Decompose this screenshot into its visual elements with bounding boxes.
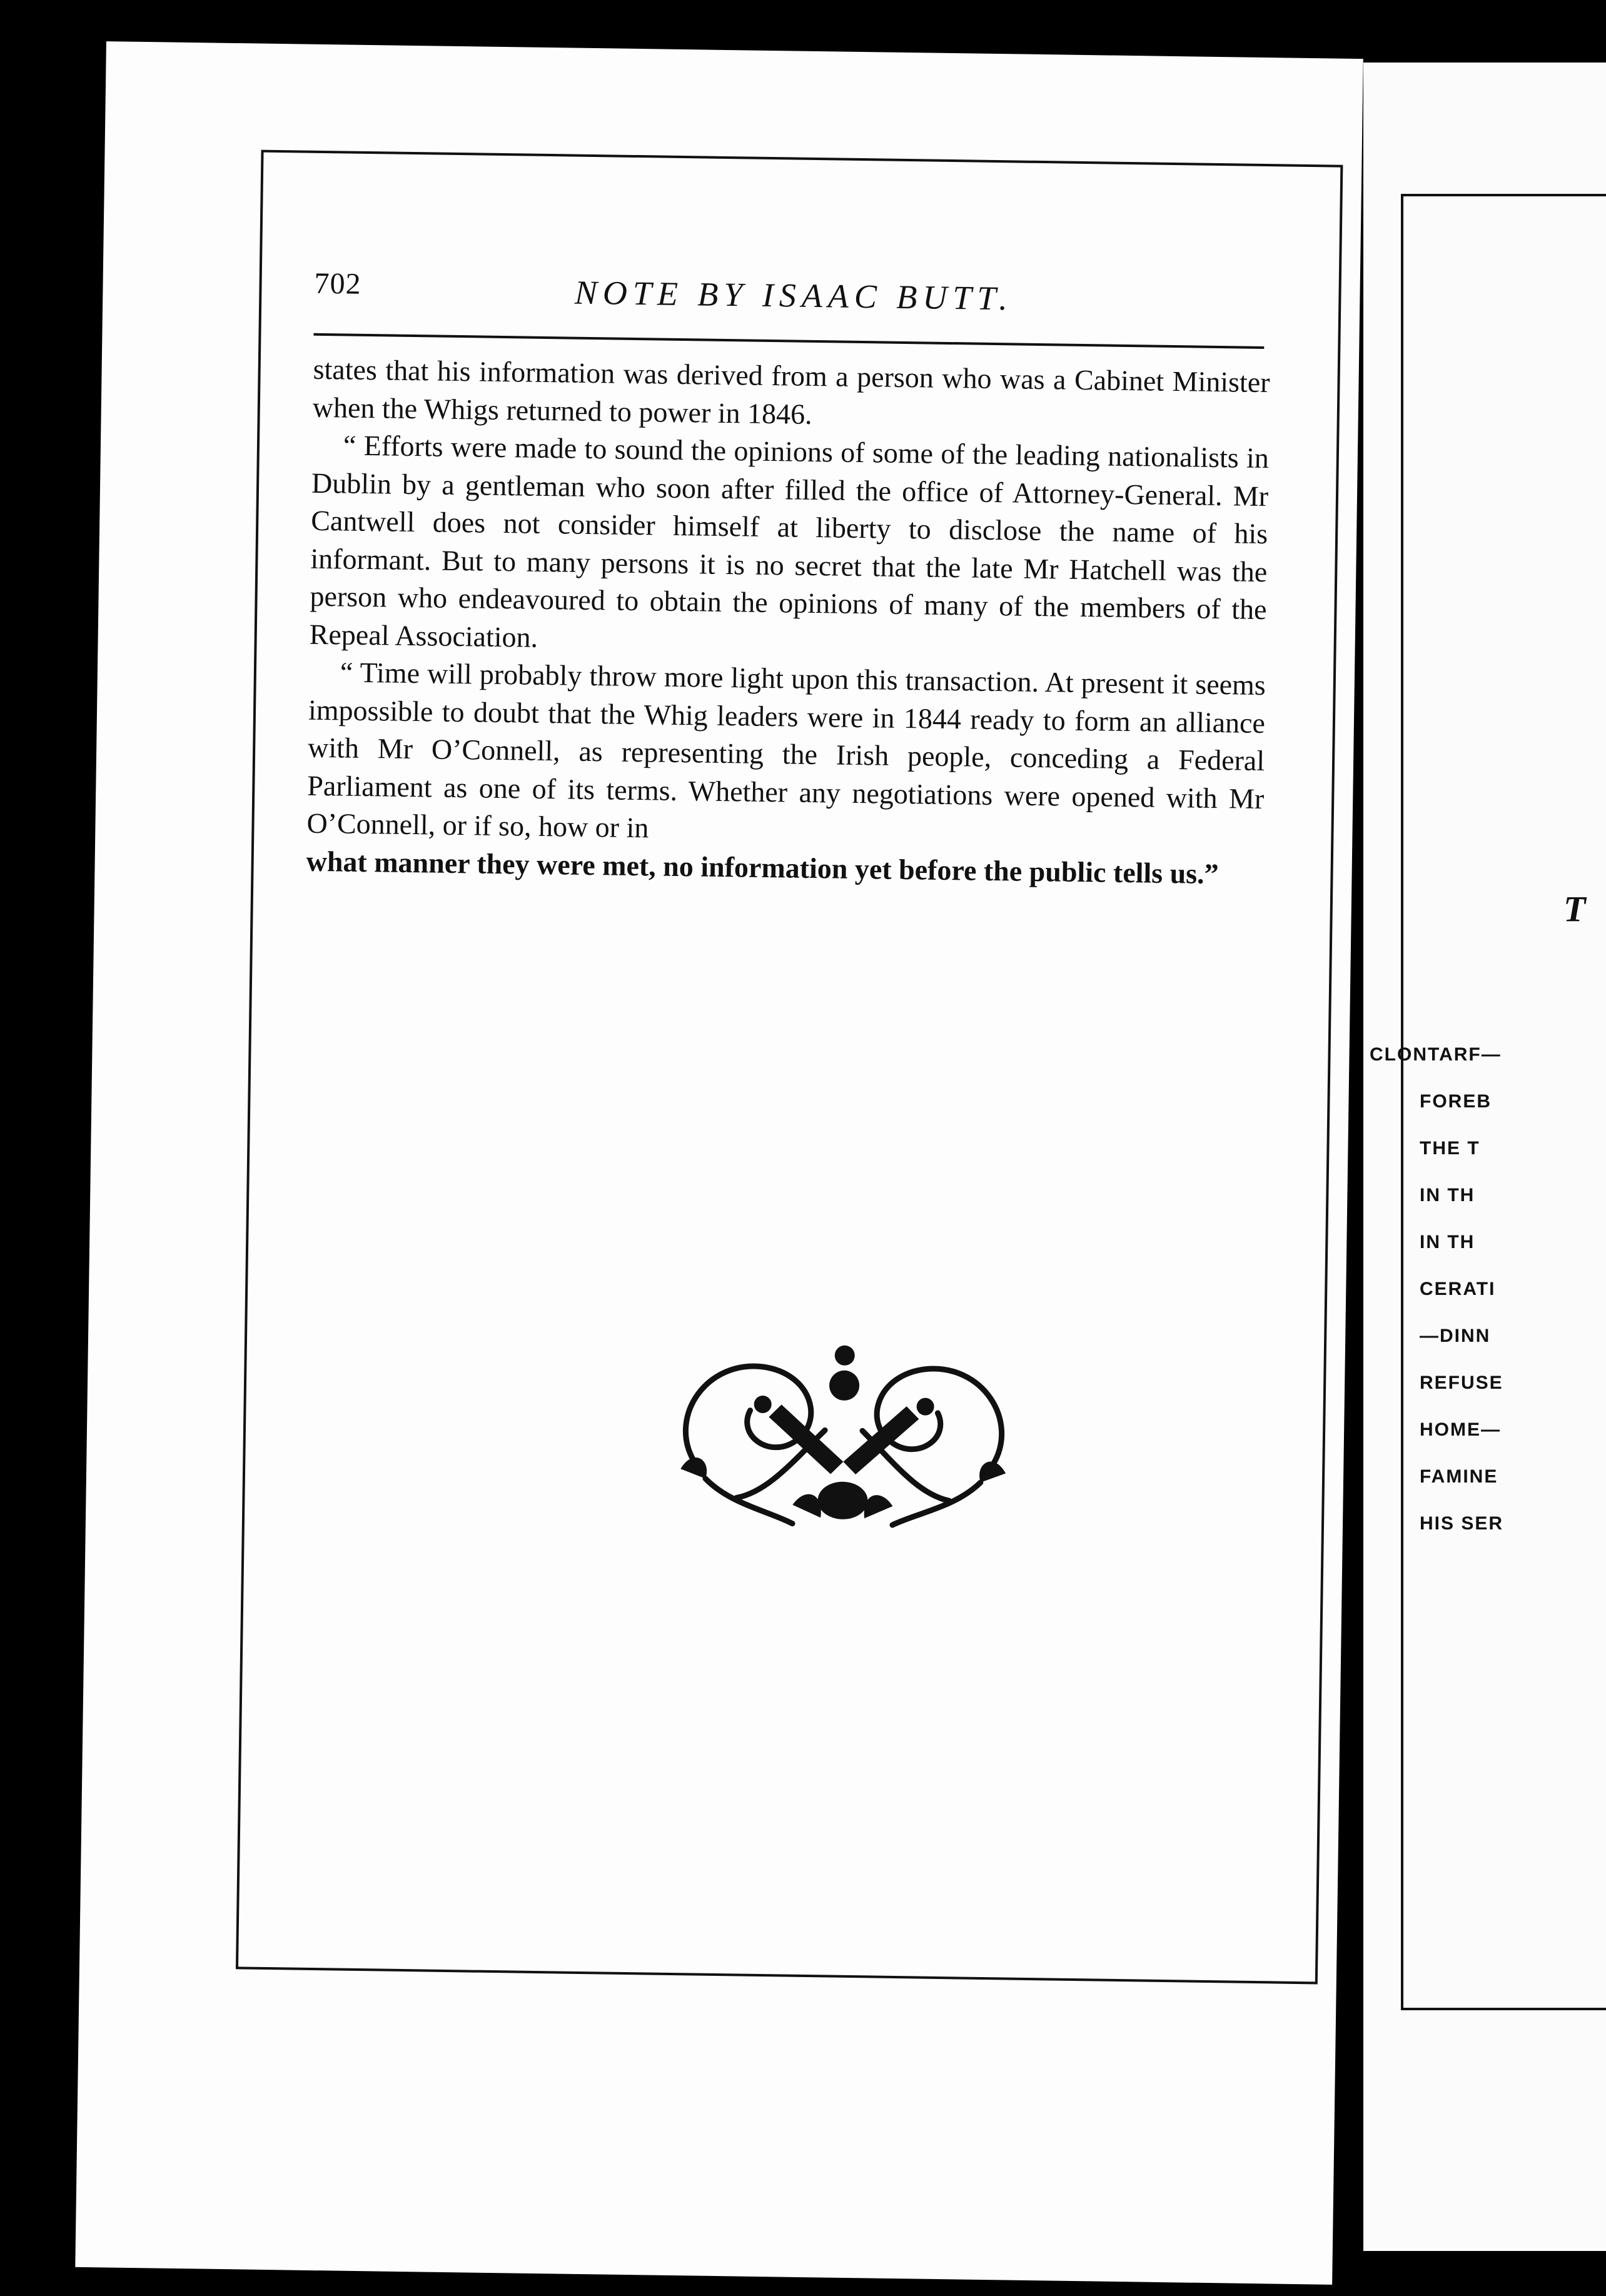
adjacent-page [1363, 63, 1606, 2251]
paragraph: “ Time will probably throw more light upon this transaction. At present it seems impossible to doubt that the Whig leaders were in 1844 ready to form an alliance with Mr O’Connell, as representing the Irish people, conceding a Federal Parliament as one of its terms. Whether any negotiations were opened with Mr O’Connell, or if so, how or in [306, 656, 1266, 844]
contents-line: FAMINE [1420, 1466, 1498, 1487]
floral-tailpiece-icon [667, 1334, 1020, 1533]
contents-line: CERATI [1420, 1279, 1496, 1299]
contents-line: IN TH [1420, 1185, 1475, 1206]
contents-line: —DINN [1420, 1326, 1491, 1346]
contents-line: IN TH [1420, 1232, 1475, 1252]
page-number: 702 [314, 266, 361, 301]
body-text [306, 351, 1270, 894]
contents-line: HOME— [1420, 1419, 1501, 1440]
contents-line: FOREB [1420, 1091, 1492, 1112]
contents-line: HIS SER [1420, 1513, 1504, 1534]
paragraph: states that his information was derived from a person who was a Cabinet Minister when the Whigs returned to power in 1846. [312, 353, 1270, 430]
paragraph: what manner they were met, no information yet before the public tells us.” [306, 845, 1220, 890]
paragraph: “ Efforts were made to sound the opinions of some of the leading nationalists in Dublin by a gentleman who soon after filled the office of Attorney-General. Mr Cantwell does not consider himself at liberty to disclose the name of his informant. But to many persons it is no secret that the late Mr Hatchell was the person who endeavoured to obtain the opinions of many of the members of the Repeal Association. [309, 429, 1270, 653]
running-head: NOTE BY ISAAC BUTT. [574, 273, 1014, 318]
contents-line: REFUSE [1420, 1372, 1503, 1393]
contents-line: THE T [1420, 1138, 1480, 1159]
adjacent-chapter-heading: T [1563, 889, 1586, 929]
contents-line: CLONTARF— [1370, 1044, 1502, 1065]
book-page [75, 41, 1363, 2285]
